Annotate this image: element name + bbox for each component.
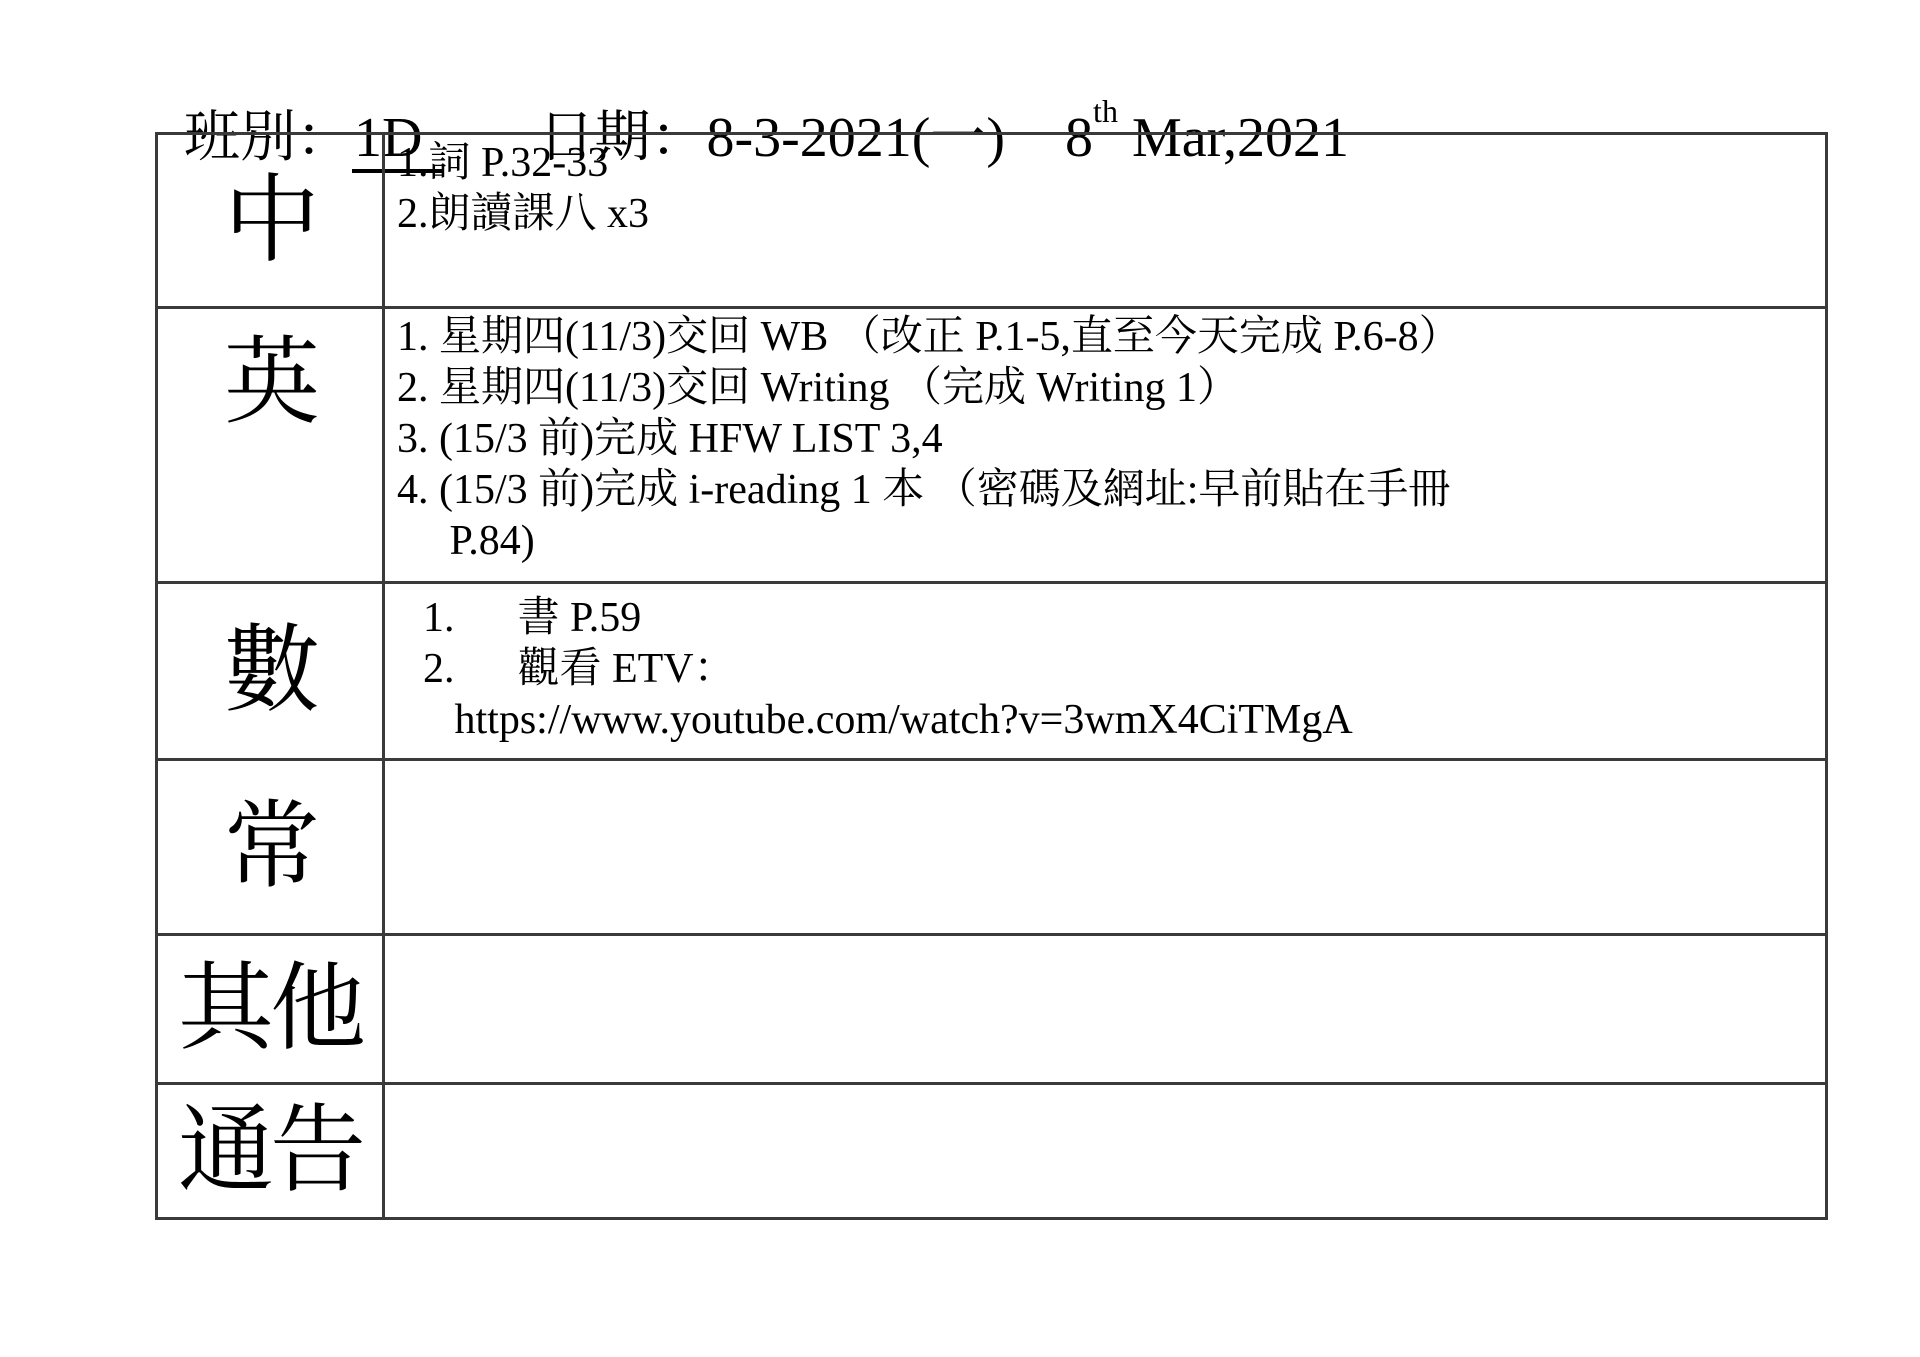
subject-label-chinese: 中 bbox=[224, 166, 316, 274]
date-english-ordinal: th bbox=[1093, 93, 1118, 129]
date-english-rest: Mar,2021 bbox=[1117, 107, 1349, 169]
subject-cell-others bbox=[157, 935, 384, 1084]
table-row-notices bbox=[157, 1084, 1827, 1219]
subject-label-math: 數 bbox=[224, 617, 316, 724]
content-cell-notices bbox=[384, 1084, 1827, 1219]
date-english-day: 8 bbox=[1065, 107, 1094, 169]
content-cell-general-studies bbox=[384, 760, 1827, 935]
class-label: 班別： bbox=[184, 107, 352, 169]
homework-line: 4. (15/3 前)完成 i-reading 1 本 （密碼及網址:早前貼在手冊 bbox=[397, 467, 1451, 513]
table-row-general-studies bbox=[157, 760, 1827, 935]
homework-line: 1. 書 P.59 bbox=[423, 595, 642, 641]
homework-table bbox=[155, 132, 1828, 1220]
subject-label-general-studies: 常 bbox=[224, 793, 316, 900]
homework-line: P.84) bbox=[397, 518, 535, 564]
content-cell-english bbox=[384, 308, 1827, 583]
homework-line: 2. 觀看 ETV： bbox=[423, 646, 736, 692]
date-label: 日期： bbox=[538, 107, 707, 169]
homework-line: 3. (15/3 前)完成 HFW LIST 3,4 bbox=[397, 416, 943, 462]
homework-line: 1. 星期四(11/3)交回 WB （改正 P.1-5,直至今天完成 P.6-8） bbox=[397, 314, 1461, 360]
date-value: 8-3-2021(一) bbox=[706, 107, 1006, 169]
subject-cell-english bbox=[157, 308, 384, 583]
content-cell-others bbox=[384, 935, 1827, 1084]
subject-cell-general-studies bbox=[157, 760, 384, 935]
table-row-chinese bbox=[157, 134, 1827, 308]
table-row-english bbox=[157, 308, 1827, 583]
class-value: 1D bbox=[352, 107, 442, 173]
content-cell-chinese bbox=[384, 134, 1827, 308]
subject-label-notices: 通告 bbox=[178, 1097, 362, 1204]
table-row-math bbox=[157, 583, 1827, 760]
homework-line: 1.詞 P.32-33 bbox=[397, 140, 609, 186]
subject-cell-math bbox=[157, 583, 384, 760]
homework-line: 2. 星期四(11/3)交回 Writing （完成 Writing 1） bbox=[397, 365, 1239, 411]
subject-cell-notices bbox=[157, 1084, 384, 1219]
subject-label-english: 英 bbox=[224, 329, 316, 436]
subject-cell-chinese bbox=[157, 134, 384, 308]
subject-label-others: 其他 bbox=[178, 955, 362, 1062]
content-cell-math bbox=[384, 583, 1827, 760]
table-row-others bbox=[157, 935, 1827, 1084]
homework-line: 2.朗讀課八 x3 bbox=[397, 191, 650, 237]
homework-line-url: https://www.youtube.com/watch?v=3wmX4CiTMgA bbox=[423, 697, 1353, 743]
